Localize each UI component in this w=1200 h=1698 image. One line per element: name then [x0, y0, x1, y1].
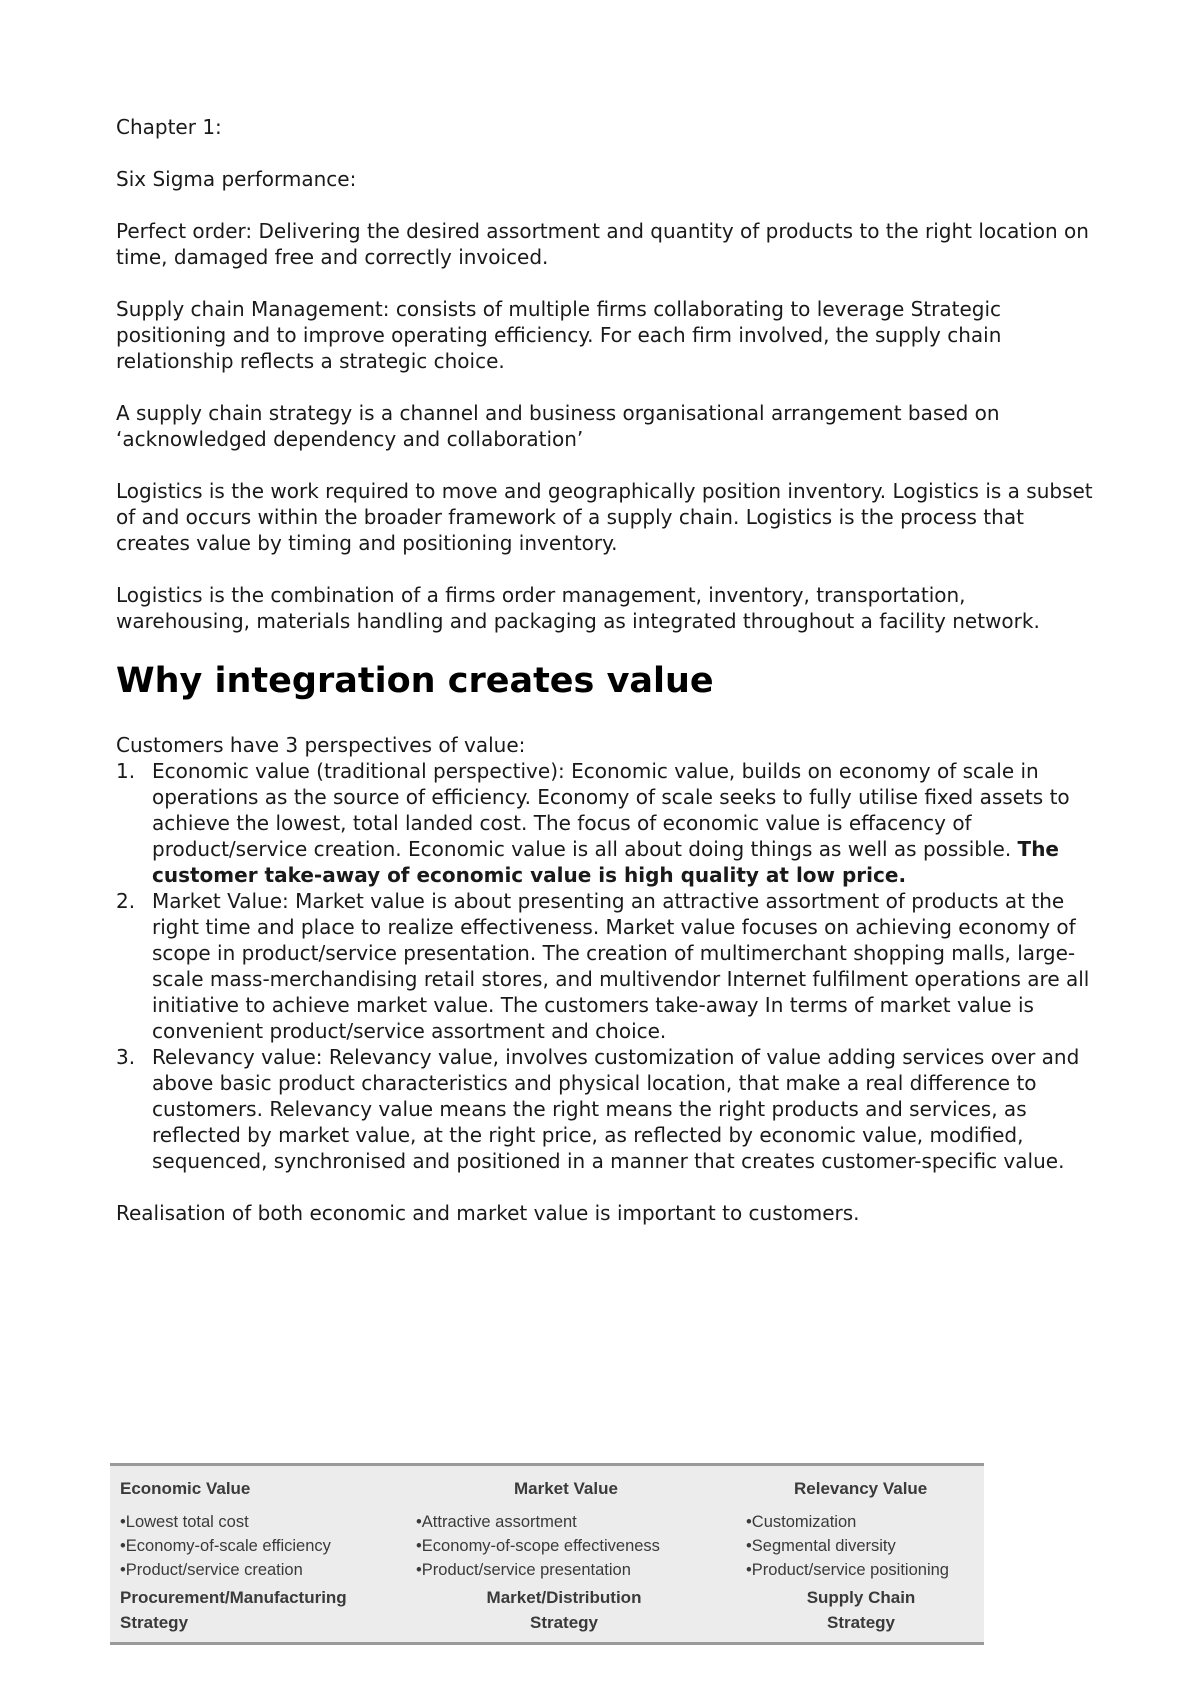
column-item: • Segmental diversity	[746, 1534, 978, 1558]
logistics-paragraph-1: Logistics is the work required to move and geographically position inventory. Logistics is a subset of and occurs within the broader framework of a supply chain. Logistics is the process that creates value by timing and positioning inventory.	[116, 479, 1093, 555]
column-heading: Relevancy Value	[794, 1479, 928, 1498]
list-item-text: Economic value (traditional perspective): Economic value, builds on economy of scale in operations as the source of efficiency. Economy of scale seeks to fully utilise fixed assets to achieve the lowest, total landed cost. The focus of economic value is effacency of product/service creation. Economic value is all about doing things as well as possible.	[152, 759, 1070, 861]
list-number: 2.	[116, 889, 136, 913]
column-item: • Economy-of-scale efficiency	[120, 1534, 410, 1558]
column-strategy: Procurement/Manufacturing Strategy	[120, 1588, 347, 1632]
column-items	[120, 1510, 410, 1582]
column-items	[416, 1510, 706, 1582]
column-heading: Market Value	[514, 1479, 618, 1498]
six-sigma-label: Six Sigma performance:	[116, 167, 357, 191]
column-item: • Product/service creation	[120, 1558, 410, 1582]
column-item: • Customization	[746, 1510, 978, 1534]
list-number: 3.	[116, 1045, 136, 1069]
list-item-text: Market Value: Market value is about presenting an attractive assortment of products at the right time and place to realize effectiveness. Market value focuses on achieving economy of scope in product/service presentation. The creation of multimerchant shopping malls, large-scale mass-merchandising retail stores, and multivendor Internet fulfilment operations are all initiative to achieve market value. The customers take-away In terms of market value is convenient product/service assortment and choice.	[152, 889, 1090, 1043]
figure-column-market	[416, 1478, 706, 1635]
list-item-text: Relevancy value: Relevancy value, involves customization of value adding services over and above basic product characteristics and physical location, that make a real difference to customers. Relevancy value means the right means the right products and services, as reflected by market value, at the right price, as reflected by economic value, modified, sequenced, synchronised and positioned in a manner that creates customer-specific value.	[152, 1045, 1080, 1173]
value-list	[116, 758, 1100, 1174]
figure-column-economic	[120, 1478, 410, 1635]
figure-column-relevancy	[746, 1478, 978, 1635]
chapter-title: Chapter 1:	[116, 115, 222, 139]
logistics-paragraph-2: Logistics is the combination of a firms order management, inventory, transportation, warehousing, materials handling and packaging as integrated throughout a facility network.	[116, 583, 1040, 633]
column-strategy: Supply Chain Strategy	[806, 1588, 916, 1632]
perfect-order-paragraph: Perfect order: Delivering the desired assortment and quantity of products to the right location on time, damaged free and correctly invoiced.	[116, 219, 1089, 269]
document-body	[116, 114, 1100, 1252]
column-items	[746, 1510, 978, 1582]
list-item-emphasis: The customer take-away of economic value is high quality at low price.	[152, 837, 1059, 887]
column-item: • Economy-of-scope effectiveness	[416, 1534, 706, 1558]
section-heading: Why integration creates value	[116, 661, 714, 701]
list-number: 1.	[116, 759, 136, 783]
value-intro: Customers have 3 perspectives of value:	[116, 733, 526, 757]
list-item	[116, 1044, 1100, 1174]
column-item: • Product/service presentation	[416, 1558, 706, 1582]
list-item	[116, 758, 1100, 888]
column-strategy: Market/Distribution Strategy	[486, 1588, 642, 1632]
list-item	[116, 888, 1100, 1044]
value-strategy-figure	[110, 1463, 984, 1645]
column-heading: Economic Value	[120, 1479, 251, 1498]
supply-chain-strategy-paragraph: A supply chain strategy is a channel and business organisational arrangement based on ‘acknowledged dependency and collaboration’	[116, 401, 1000, 451]
scm-paragraph: Supply chain Management: consists of multiple firms collaborating to leverage Strategic positioning and to improve operating efficiency. For each firm involved, the supply chain relationship reflects a strategic choice.	[116, 297, 1002, 373]
conclusion-paragraph: Realisation of both economic and market value is important to customers.	[116, 1201, 860, 1225]
column-item: • Product/service positioning	[746, 1558, 978, 1582]
column-item: • Lowest total cost	[120, 1510, 410, 1534]
column-item: • Attractive assortment	[416, 1510, 706, 1534]
